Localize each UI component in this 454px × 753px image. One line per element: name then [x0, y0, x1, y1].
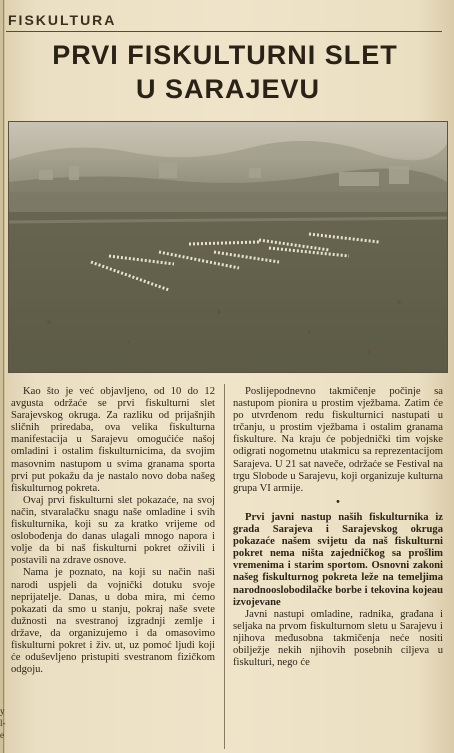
right-paragraph-1: Poslijepodnevno takmičenje počinje sa nastupom pionira u prostim vježbama. Zatim će po utvrđenom redu fiskulturnici nastupati u trčanju, u prostim vježbama i ostalim granama fiskulture. Na kraju će pobjednički tim vojske odigrati nogometnu utakmicu sa reprezentacijom Sarajeva. U 21 sat naveče, održaće se Festival na trgu Slobode u Sarajevu, koji organizuje kulturna grupa VI armije.	[233, 386, 443, 494]
section-bullet: •	[336, 496, 340, 508]
article-column-left	[11, 386, 215, 676]
section-divider	[6, 31, 442, 32]
headline-line-2: U SARAJEVU	[135, 74, 321, 104]
article-column-right	[233, 386, 443, 669]
section-label: FISKULTURA	[8, 12, 117, 28]
right-paragraph-2: Prvi javni nastup naših fiskulturnika iz grada Sarajeva i Sarajevskog okruga pokazaće našem svijetu da naš fiskulturni pokret nema ništa zajedničkog sa prošlim vremenima i starim sportom. Osnovni zakoni našeg fiskulturnog pokreta leže na temeljima narodnooslobodilačke borbe i tekovina kojeau izvojevane	[233, 511, 443, 608]
column-divider	[224, 384, 225, 749]
previous-column-edge	[0, 0, 5, 753]
gutter-fragment: y l- e	[0, 706, 6, 740]
right-paragraph-3: Javni nastupi omladine, radnika, građana i seljaka na prvom fiskulturnom sletu u Sarajevu i njihova međusobna takmičenja neće nositi obilježje nekih njihovih posebnih ciljeva u fiskulturi, nego će	[233, 608, 443, 669]
left-paragraph-2: Ovaj prvi fiskulturni slet pokazaće, na svoj način, stvaralačku snagu naše omladine i svih fiskulturnika, koji su za kratko vrijeme od oslobođenja do danas ulagali mnogo napora i volje da bi naš fiskulturni pokret oživili i postavili na zdrave osnove.	[11, 494, 215, 567]
stadium-photo	[8, 121, 448, 373]
photo-drawing	[9, 122, 447, 372]
headline-line-1: PRVI FISKULTURNI SLET	[52, 40, 398, 70]
left-paragraph-1: Kao što je već objavljeno, od 10 do 12 avgusta održaće se prvi fiskulturni slet Sarajevskog okruga. Za razliku od prijašnjih sličnih priredaba, ova velika fiskulturna manifestacija u Sarajevu omogućiće našoj omladini i ostalim fiskulturnicima, da svojim masovnim nastupom u svima granama sporta prvi put pokažu da je nastalo novo doba našeg fiskulturnog pokreta.	[11, 386, 215, 494]
left-paragraph-3: Nama je poznato, na koji su način naši narodi uspjeli da vojnički dotuku svoje neprijatelje. Danas, u doba mira, mi ćemo pokazati da smo u stanju, pokraj naše svete dužnosti na svestranoj izgradnji zemlje i države, da organizujemo i da omasovimo fiskulturni pokret i živ. ut, uz pomoć ljudi koji će oduševljeno pristupiti svestranom fizičkom odgoju.	[11, 567, 215, 676]
headline	[12, 38, 438, 106]
